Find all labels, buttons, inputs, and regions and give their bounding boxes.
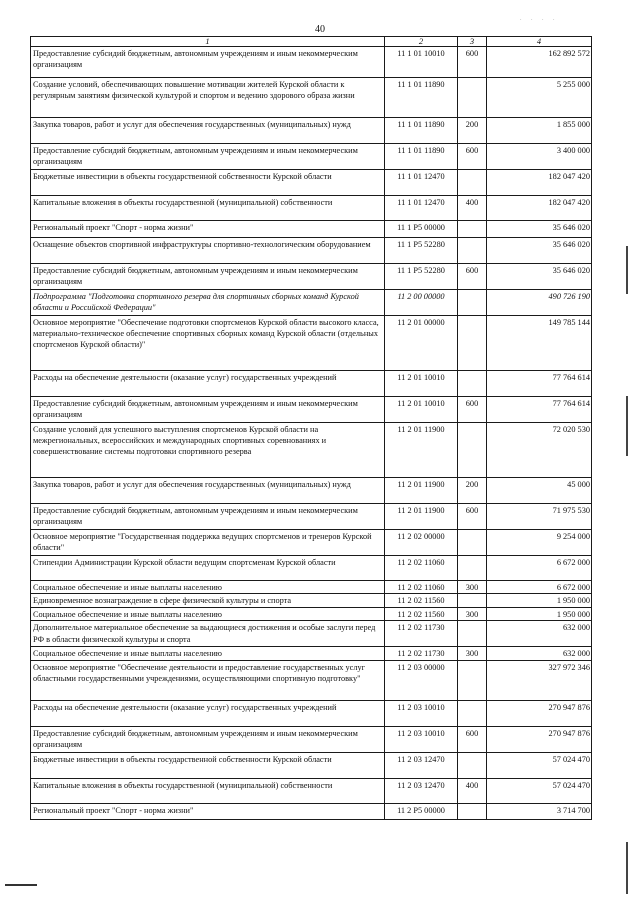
table-row <box>31 504 592 530</box>
table-row <box>31 144 592 170</box>
table-row <box>31 196 592 221</box>
row-code: 11 2 03 12470 <box>385 752 458 778</box>
row-code: 11 2 01 11900 <box>385 423 458 478</box>
row-name: Бюджетные инвестиции в объекты государственной собственности Курской области <box>31 752 385 778</box>
row-name: Основное мероприятие "Обеспечение подготовки спортсменов Курской области высокого класса, материально-техническое обеспечение спортивных сборных команд Курской области (отдельных спортсменов Курской области)" <box>31 316 385 371</box>
header-col-name: 1 <box>31 37 385 47</box>
header-col-sum: 4 <box>487 37 592 47</box>
row-amount: 632 000 <box>487 647 592 660</box>
row-expense-type: 300 <box>458 647 487 660</box>
row-code: 11 1 P5 52280 <box>385 264 458 290</box>
row-name: Предоставление субсидий бюджетным, автономным учреждениям и иным некоммерческим организациям <box>31 504 385 530</box>
table-row <box>31 238 592 264</box>
row-code: 11 1 01 10010 <box>385 47 458 78</box>
table-row <box>31 316 592 371</box>
row-code: 11 2 02 11060 <box>385 556 458 581</box>
row-code: 11 2 02 11560 <box>385 594 458 608</box>
table-row <box>31 752 592 778</box>
table-row <box>31 423 592 478</box>
row-name: Дополнительное материальное обеспечение за выдающиеся достижения и особые заслуги перед РФ в области физической культуры и спорта <box>31 621 385 647</box>
row-amount: 35 646 020 <box>487 264 592 290</box>
row-name: Закупка товаров, работ и услуг для обеспечения государственных (муниципальных) нужд <box>31 478 385 504</box>
table-row <box>31 621 592 647</box>
row-amount: 149 785 144 <box>487 316 592 371</box>
row-code: 11 2 00 00000 <box>385 290 458 316</box>
row-code: 11 1 01 12470 <box>385 170 458 196</box>
row-amount: 6 672 000 <box>487 581 592 594</box>
row-expense-type <box>458 221 487 238</box>
table-row <box>31 581 592 594</box>
row-amount: 5 255 000 <box>487 78 592 118</box>
row-code: 11 2 02 11730 <box>385 647 458 660</box>
row-amount: 6 672 000 <box>487 556 592 581</box>
row-amount: 45 000 <box>487 478 592 504</box>
row-code: 11 2 01 11900 <box>385 478 458 504</box>
row-amount: 35 646 020 <box>487 221 592 238</box>
row-amount: 270 947 876 <box>487 726 592 752</box>
row-expense-type <box>458 556 487 581</box>
row-expense-type: 400 <box>458 778 487 803</box>
row-name: Создание условий, обеспечивающих повышение мотивации жителей Курской области к регулярным занятиям физической культурой и спортом и ведению здорового образа жизни <box>31 78 385 118</box>
row-expense-type: 400 <box>458 196 487 221</box>
row-expense-type <box>458 78 487 118</box>
table-row <box>31 170 592 196</box>
row-code: 11 2 01 10010 <box>385 371 458 397</box>
row-amount: 3 714 700 <box>487 803 592 819</box>
row-amount: 1 950 000 <box>487 594 592 608</box>
row-expense-type <box>458 290 487 316</box>
table-row <box>31 594 592 608</box>
table-row <box>31 803 592 819</box>
row-code: 11 1 01 11890 <box>385 144 458 170</box>
row-amount: 77 764 614 <box>487 397 592 423</box>
row-code: 11 2 02 11060 <box>385 581 458 594</box>
row-code: 11 2 02 11560 <box>385 608 458 621</box>
row-expense-type <box>458 700 487 726</box>
row-expense-type <box>458 423 487 478</box>
margin-line <box>626 396 628 456</box>
row-name: Расходы на обеспечение деятельности (оказание услуг) государственных учреждений <box>31 371 385 397</box>
row-name: Создание условий для успешного выступления спортсменов Курской области на межрегиональных, всероссийских и международных спортивных соревнованиях и совершенствование системы подготовки спортивного резерва <box>31 423 385 478</box>
row-code: 11 2 01 11900 <box>385 504 458 530</box>
row-amount: 35 646 020 <box>487 238 592 264</box>
table-row <box>31 660 592 700</box>
row-amount: 1 855 000 <box>487 118 592 144</box>
table-row <box>31 78 592 118</box>
row-code: 11 2 03 00000 <box>385 660 458 700</box>
row-code: 11 1 01 12470 <box>385 196 458 221</box>
row-amount: 490 726 190 <box>487 290 592 316</box>
row-name: Региональный проект "Спорт - норма жизни" <box>31 221 385 238</box>
row-code: 11 1 P5 00000 <box>385 221 458 238</box>
header-col-code: 2 <box>385 37 458 47</box>
row-expense-type: 600 <box>458 47 487 78</box>
table-row <box>31 778 592 803</box>
table-row <box>31 371 592 397</box>
row-code: 11 2 01 10010 <box>385 397 458 423</box>
table-row <box>31 264 592 290</box>
row-expense-type <box>458 170 487 196</box>
row-name: Оснащение объектов спортивной инфраструктуры спортивно-технологическим оборудованием <box>31 238 385 264</box>
table-row <box>31 726 592 752</box>
margin-line <box>626 842 628 894</box>
row-expense-type: 300 <box>458 608 487 621</box>
row-amount: 71 975 530 <box>487 504 592 530</box>
table-row <box>31 221 592 238</box>
row-name: Предоставление субсидий бюджетным, автономным учреждениям и иным некоммерческим организациям <box>31 264 385 290</box>
row-name: Основное мероприятие "Обеспечение деятельности и предоставление государственных услуг областными государственными учреждениями, осуществляющими спортивную подготовку" <box>31 660 385 700</box>
budget-table <box>30 36 592 820</box>
row-name: Стипендии Администрации Курской области ведущим спортсменам Курской области <box>31 556 385 581</box>
table-row <box>31 397 592 423</box>
row-amount: 77 764 614 <box>487 371 592 397</box>
row-name: Предоставление субсидий бюджетным, автономным учреждениям и иным некоммерческим организациям <box>31 144 385 170</box>
table-row <box>31 700 592 726</box>
table-row <box>31 47 592 78</box>
row-expense-type: 600 <box>458 397 487 423</box>
header-col-vr: 3 <box>458 37 487 47</box>
row-code: 11 1 01 11890 <box>385 78 458 118</box>
row-name: Расходы на обеспечение деятельности (оказание услуг) государственных учреждений <box>31 700 385 726</box>
row-amount: 3 400 000 <box>487 144 592 170</box>
row-name: Предоставление субсидий бюджетным, автономным учреждениям и иным некоммерческим организациям <box>31 726 385 752</box>
row-name: Социальное обеспечение и иные выплаты населению <box>31 581 385 594</box>
row-amount: 72 020 530 <box>487 423 592 478</box>
row-expense-type <box>458 621 487 647</box>
row-amount: 9 254 000 <box>487 530 592 556</box>
row-code: 11 2 01 00000 <box>385 316 458 371</box>
table-row <box>31 530 592 556</box>
row-expense-type <box>458 594 487 608</box>
row-expense-type: 200 <box>458 478 487 504</box>
row-code: 11 2 02 00000 <box>385 530 458 556</box>
row-code: 11 2 P5 00000 <box>385 803 458 819</box>
row-name: Социальное обеспечение и иные выплаты населению <box>31 608 385 621</box>
scan-mark-bottom <box>5 884 37 886</box>
row-expense-type <box>458 530 487 556</box>
row-code: 11 2 02 11730 <box>385 621 458 647</box>
row-name: Основное мероприятие "Государственная поддержка ведущих спортсменов и тренеров Курской области" <box>31 530 385 556</box>
row-name: Единовременное вознаграждение в сфере физической культуры и спорта <box>31 594 385 608</box>
row-expense-type: 600 <box>458 144 487 170</box>
row-name: Социальное обеспечение и иные выплаты населению <box>31 647 385 660</box>
table-row <box>31 478 592 504</box>
row-amount: 327 972 346 <box>487 660 592 700</box>
row-code: 11 1 01 11890 <box>385 118 458 144</box>
row-expense-type: 600 <box>458 504 487 530</box>
table-row <box>31 647 592 660</box>
row-expense-type: 200 <box>458 118 487 144</box>
scan-artifact: . . . . <box>520 16 559 22</box>
table-row <box>31 556 592 581</box>
row-amount: 632 000 <box>487 621 592 647</box>
row-amount: 270 947 876 <box>487 700 592 726</box>
row-name: Подпрограмма "Подготовка спортивного резерва для спортивных сборных команд Курской области и Российской Федерации" <box>31 290 385 316</box>
row-amount: 1 950 000 <box>487 608 592 621</box>
row-expense-type <box>458 316 487 371</box>
row-amount: 162 892 572 <box>487 47 592 78</box>
row-name: Предоставление субсидий бюджетным, автономным учреждениям и иным некоммерческим организациям <box>31 397 385 423</box>
row-expense-type <box>458 371 487 397</box>
row-amount: 57 024 470 <box>487 778 592 803</box>
row-name: Бюджетные инвестиции в объекты государственной собственности Курской области <box>31 170 385 196</box>
row-amount: 182 047 420 <box>487 196 592 221</box>
row-code: 11 1 P5 52280 <box>385 238 458 264</box>
row-code: 11 2 03 12470 <box>385 778 458 803</box>
row-code: 11 2 03 10010 <box>385 726 458 752</box>
row-expense-type: 300 <box>458 581 487 594</box>
row-amount: 182 047 420 <box>487 170 592 196</box>
row-name: Региональный проект "Спорт - норма жизни" <box>31 803 385 819</box>
row-name: Закупка товаров, работ и услуг для обеспечения государственных (муниципальных) нужд <box>31 118 385 144</box>
table-row <box>31 608 592 621</box>
row-expense-type: 600 <box>458 726 487 752</box>
row-name: Капитальные вложения в объекты государственной (муниципальной) собственности <box>31 778 385 803</box>
page-number: 40 <box>315 24 325 35</box>
table-row <box>31 118 592 144</box>
table-header-row <box>31 37 592 47</box>
row-expense-type <box>458 238 487 264</box>
row-code: 11 2 03 10010 <box>385 700 458 726</box>
margin-line <box>626 246 628 294</box>
row-expense-type <box>458 803 487 819</box>
row-expense-type: 600 <box>458 264 487 290</box>
table-row <box>31 290 592 316</box>
row-expense-type <box>458 752 487 778</box>
row-name: Капитальные вложения в объекты государственной (муниципальной) собственности <box>31 196 385 221</box>
row-amount: 57 024 470 <box>487 752 592 778</box>
row-expense-type <box>458 660 487 700</box>
row-name: Предоставление субсидий бюджетным, автономным учреждениям и иным некоммерческим организациям <box>31 47 385 78</box>
